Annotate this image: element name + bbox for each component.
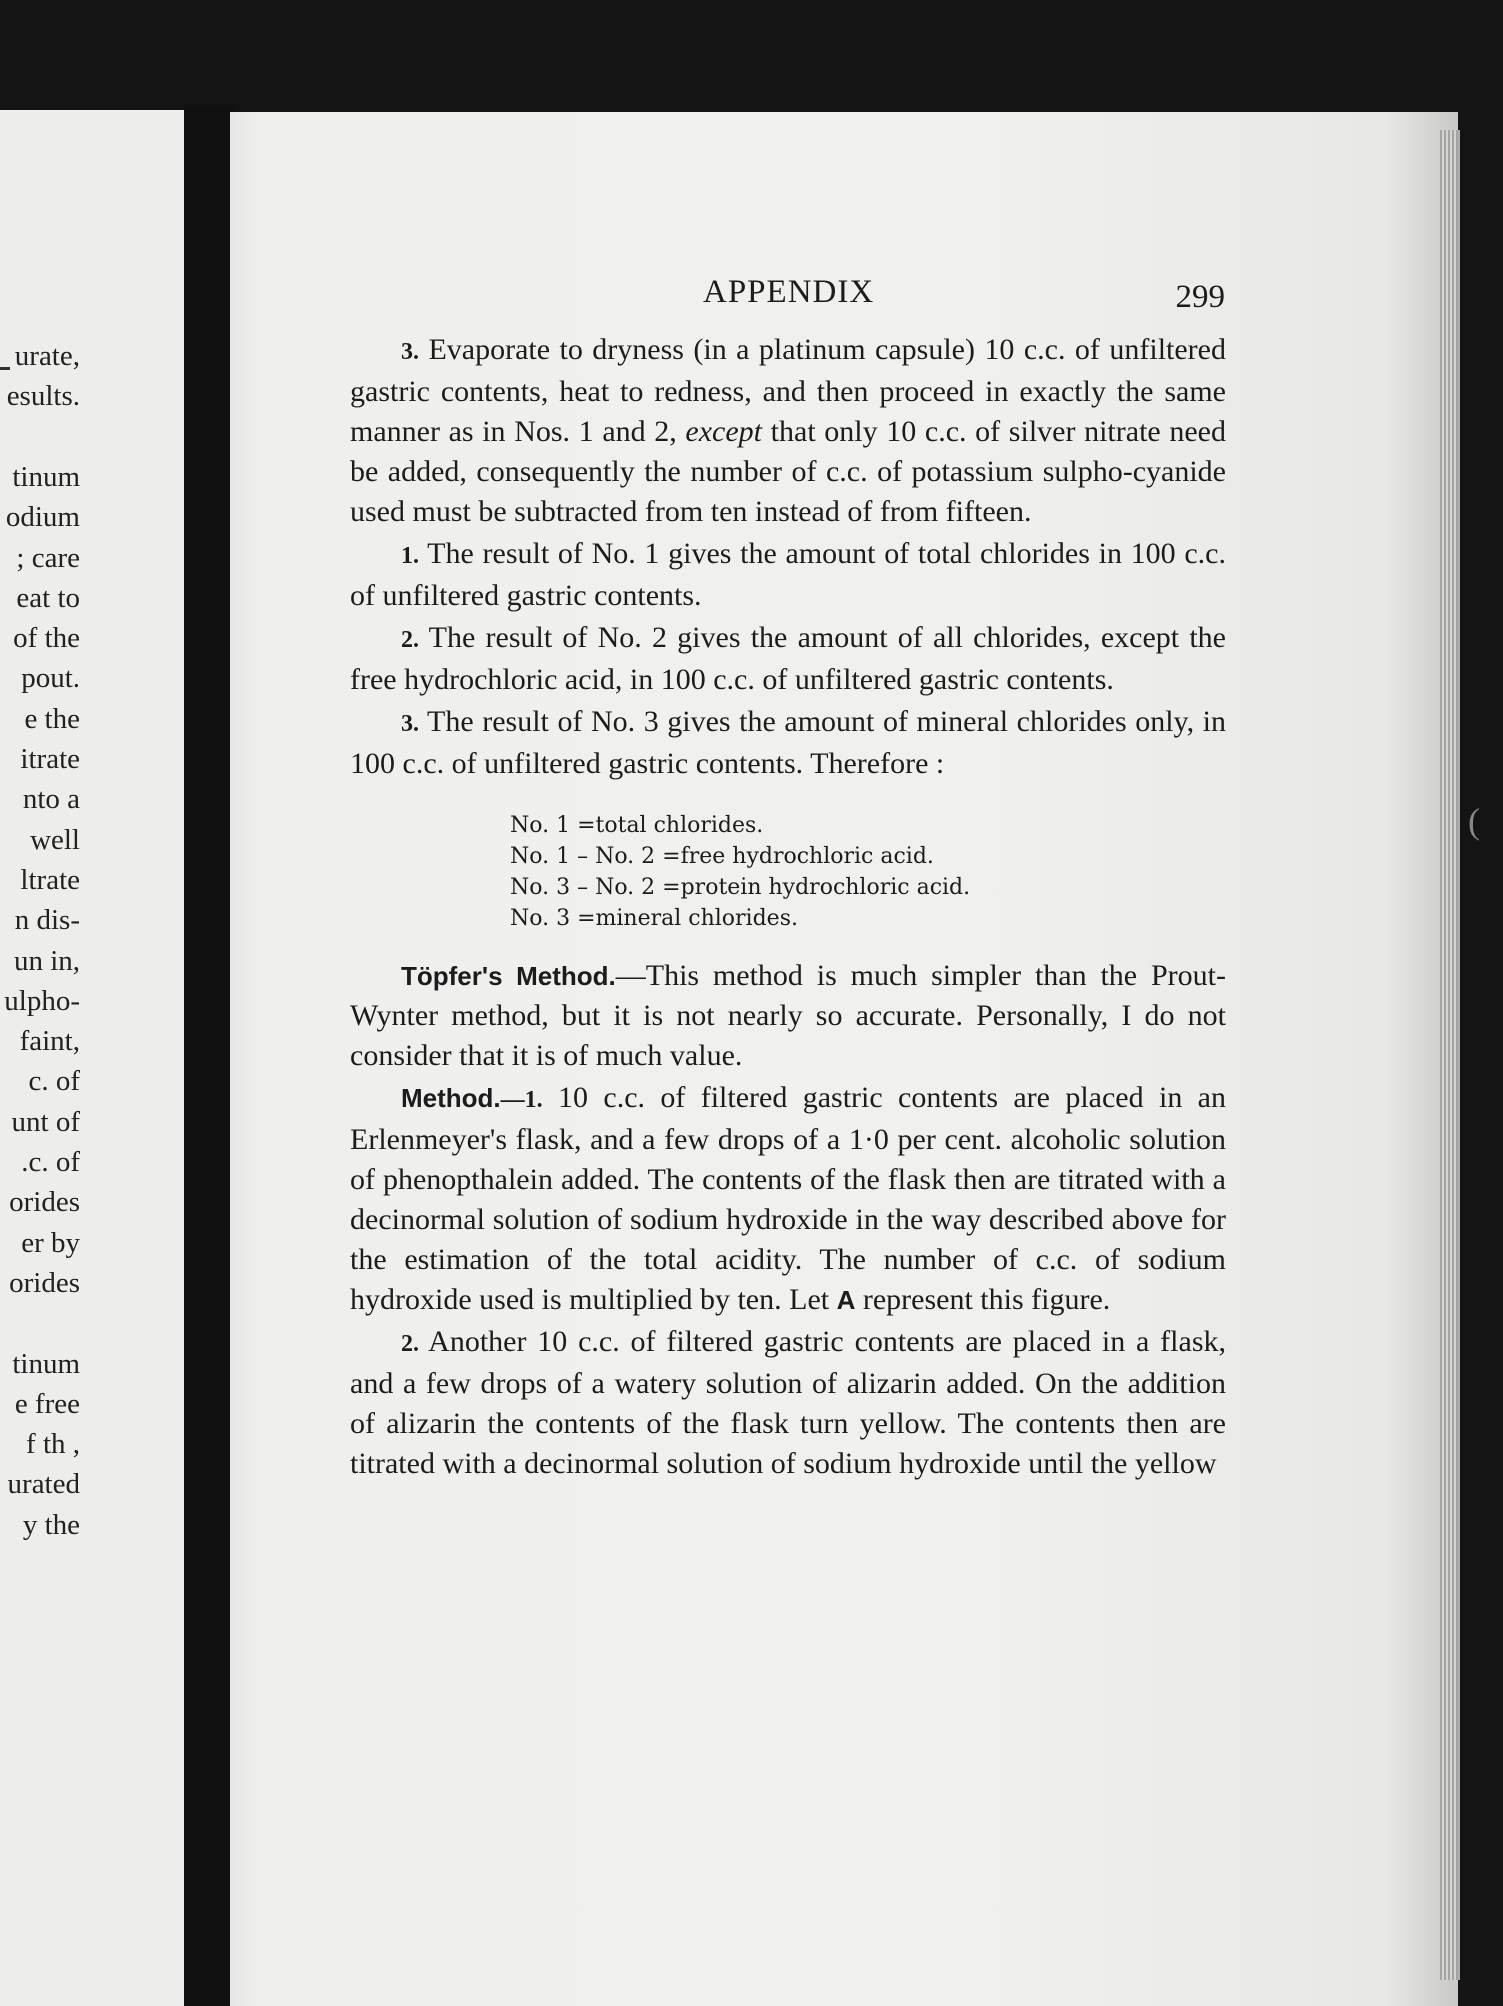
left-page-line: e the xyxy=(24,702,80,735)
left-page-line: e free xyxy=(14,1387,80,1420)
left-page-line: orides xyxy=(9,1186,80,1219)
paragraph-text: Evaporate to dryness (in a platinum capsule) 10 c.c. of unfiltered gastric contents, heat to redness, and then proceed in exactly the same manner as in Nos. 1 and 2, xyxy=(350,333,1226,448)
left-page-line: ulpho- xyxy=(4,984,80,1017)
running-head xyxy=(590,274,1230,318)
left-page-line: urated xyxy=(7,1468,80,1501)
left-page-line: c. of xyxy=(28,1065,80,1098)
page-number: 299 xyxy=(1175,279,1225,315)
page-edge xyxy=(1440,130,1460,1980)
left-page-line: ; care xyxy=(16,541,80,574)
left-page-line: of the xyxy=(13,622,80,655)
equation-line: No. 1 =total chlorides. xyxy=(510,813,764,838)
left-page-line: faint, xyxy=(19,1025,80,1058)
paragraph-number: 3. xyxy=(401,339,419,365)
left-page-line: nto a xyxy=(22,783,80,816)
equation-line: No. 3 – No. 2 =protein hydrochloric acid. xyxy=(510,875,971,900)
page-header-title: APPENDIX xyxy=(703,274,875,310)
italic-word: except xyxy=(685,415,763,448)
variable-letter: A xyxy=(836,1285,856,1315)
left-page-line: unt of xyxy=(11,1105,80,1138)
paragraph-text: that only 10 c.c. of silver nitrate need be added, consequently the number of c.c. of potassium sulpho-cyanide used must be subtracted from ten instead of from fifteen. xyxy=(350,415,1226,528)
paragraph xyxy=(350,702,1226,784)
equation-line: No. 3 =mineral chlorides. xyxy=(510,906,798,931)
left-page-line: pout. xyxy=(21,662,80,695)
paragraph xyxy=(350,534,1226,616)
paragraph-number: 1. xyxy=(401,543,419,569)
left-page-line: tinum xyxy=(12,1347,80,1380)
body-text xyxy=(350,330,1226,1486)
left-page-dash xyxy=(0,367,10,370)
left-page-line: er by xyxy=(21,1226,80,1259)
left-page-line: itrate xyxy=(20,743,80,775)
left-page-line: esults. xyxy=(6,380,80,413)
equation-line: No. 1 – No. 2 =free hydrochloric acid. xyxy=(510,844,934,869)
left-page-line: f th , xyxy=(26,1428,80,1461)
left-page-line: .c. of xyxy=(21,1146,80,1178)
left-page-line: y the xyxy=(22,1508,80,1541)
section-heading: Töpfer's Method. xyxy=(401,961,616,991)
paragraph-text: —This method is much simpler than the Prout-Wynter method, but it is not nearly so accurate. Personally, I do not consider that it is of much value. xyxy=(350,959,1226,1072)
left-page-line: well xyxy=(30,823,80,856)
paragraph-number: 3. xyxy=(401,711,419,737)
page-curl-mark: ( xyxy=(1468,801,1480,841)
left-page-line: orides xyxy=(9,1266,80,1299)
paragraph-text: The result of No. 2 gives the amount of all chlorides, except the free hydrochloric acid, in 100 c.c. of unfiltered gastric contents. xyxy=(350,621,1226,696)
left-page-fragment xyxy=(0,110,200,2006)
paragraph xyxy=(350,1322,1226,1484)
section-heading: Method. xyxy=(401,1083,501,1113)
paragraph-text: The result of No. 3 gives the amount of mineral chlorides only, in 100 c.c. of unfiltered gastric contents. Therefore : xyxy=(350,705,1226,780)
paragraph-text: 10 c.c. of filtered gastric contents are placed in an Erlenmeyer's flask, and a few drops of a 1·0 per cent. alcoholic solution of phenopthalein added. The contents of the flask then are titrated with a decinormal solution of sodium hydroxide in the way described above for the estimation of the total acidity. The number of c.c. of sodium hydroxide used is multiplied by ten. Let xyxy=(350,1081,1226,1316)
paragraph xyxy=(350,956,1226,1076)
paragraph xyxy=(350,618,1226,700)
left-page-line: tinum xyxy=(12,460,80,493)
left-page-line: n dis- xyxy=(14,904,80,937)
left-page-line: odium xyxy=(5,501,80,534)
paragraph-number: 2. xyxy=(401,627,419,653)
paragraph xyxy=(350,1078,1226,1320)
paragraph-text: represent this figure. xyxy=(855,1283,1111,1316)
left-page-line: urate, xyxy=(14,340,80,372)
left-page-line: ltrate xyxy=(20,863,80,896)
paragraph-text: Another 10 c.c. of filtered gastric contents are placed in a flask, and a few drops of a watery solution of alizarin added. On the addition of alizarin the contents of the flask turn yellow. The contents then are titrated with a decinormal solution of sodium hydroxide until the yellow xyxy=(350,1325,1226,1480)
paragraph-number: 2. xyxy=(401,1331,419,1357)
left-page-line: eat to xyxy=(16,581,80,614)
left-page-line: un in, xyxy=(13,944,80,977)
paragraph xyxy=(350,330,1226,532)
paragraph-text: The result of No. 1 gives the amount of total chlorides in 100 c.c. of unfiltered gastric contents. xyxy=(350,537,1226,612)
paragraph-number: —1. xyxy=(500,1087,543,1113)
equation-list xyxy=(510,810,1226,934)
book-gutter xyxy=(184,105,236,2006)
